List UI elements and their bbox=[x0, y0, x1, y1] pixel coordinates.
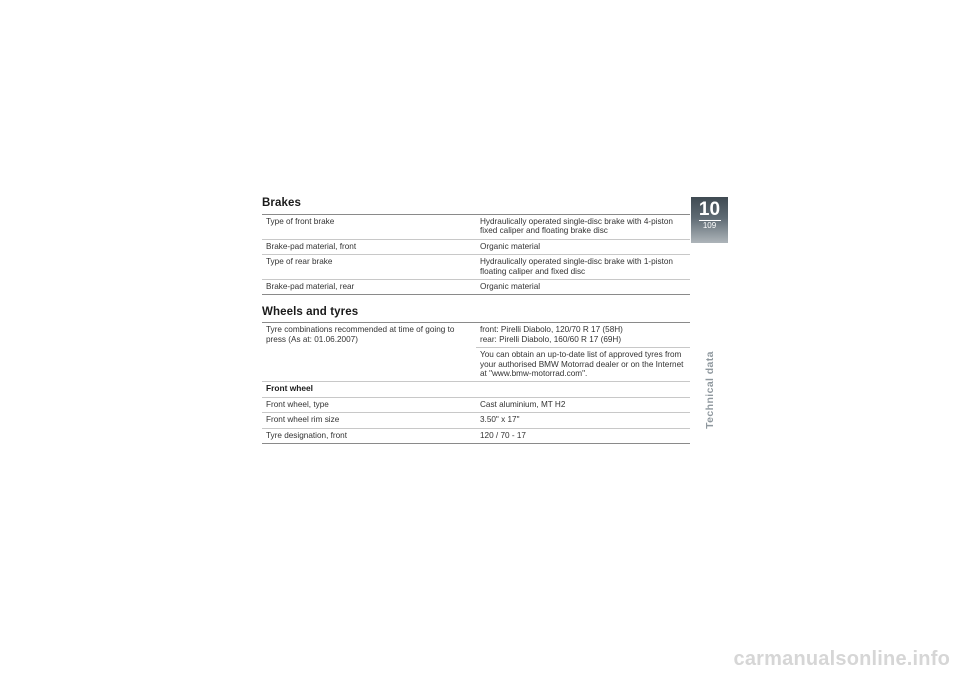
brakes-table bbox=[262, 214, 690, 295]
watermark: carmanualsonline.info bbox=[733, 648, 950, 670]
row-label: Front wheel rim size bbox=[262, 413, 476, 428]
tyre-front: front: Pirelli Diabolo, 120/70 R 17 (58H) bbox=[480, 325, 623, 335]
tyre-combinations-value bbox=[476, 323, 690, 348]
row-label: Tyre designation, front bbox=[266, 430, 348, 440]
row-label: Brake-pad material, front bbox=[262, 239, 476, 254]
front-wheel-heading: Front wheel bbox=[262, 382, 690, 397]
chapter-title-vertical bbox=[700, 340, 720, 440]
table-row bbox=[262, 382, 690, 397]
row-label: Type of rear brake bbox=[262, 255, 476, 280]
table-row bbox=[262, 397, 690, 412]
table-row bbox=[262, 255, 690, 280]
wheels-heading: Wheels and tyres bbox=[262, 306, 359, 319]
page-content bbox=[262, 196, 690, 444]
row-value: Organic material bbox=[480, 282, 541, 292]
row-value: Cast aluminium, MT H2 bbox=[476, 397, 690, 412]
chapter-title: Technical data bbox=[704, 351, 717, 429]
table-row bbox=[262, 215, 690, 240]
row-value: Hydraulically operated single-disc brake with 4-piston fixed caliper and floating brake disc bbox=[476, 215, 690, 240]
tyre-rear: rear: Pirelli Diabolo, 160/60 R 17 (69H) bbox=[480, 334, 622, 344]
row-value: Hydraulically operated single-disc brake with 1-piston floating caliper and fixed disc bbox=[476, 255, 690, 280]
tyre-combinations-label: Tyre combinations recommended at time of going to press (As at: 01.06.2007) bbox=[266, 325, 455, 344]
table-row bbox=[262, 413, 690, 428]
row-label: Brake-pad material, rear bbox=[266, 282, 355, 292]
row-value: 120 / 70 - 17 bbox=[480, 430, 526, 440]
row-value: Organic material bbox=[476, 239, 690, 254]
row-value: 3.50" x 17" bbox=[476, 413, 690, 428]
row-label: Front wheel, type bbox=[262, 397, 476, 412]
table-row bbox=[262, 280, 690, 295]
table-row bbox=[262, 348, 690, 382]
dealer-note: You can obtain an up-to-date list of approved tyres from your authorised BMW Motorrad dealer or on the Internet at "www.bmw-motorrad.com". bbox=[476, 348, 690, 382]
chapter-number: 10 bbox=[698, 199, 721, 220]
page-number: 109 bbox=[699, 220, 721, 231]
table-row bbox=[262, 323, 690, 348]
brakes-heading: Brakes bbox=[262, 197, 301, 209]
table-row bbox=[262, 239, 690, 254]
wheels-table bbox=[262, 322, 690, 444]
table-row bbox=[262, 428, 690, 443]
row-label: Type of front brake bbox=[262, 215, 476, 240]
chapter-tab bbox=[691, 197, 728, 243]
